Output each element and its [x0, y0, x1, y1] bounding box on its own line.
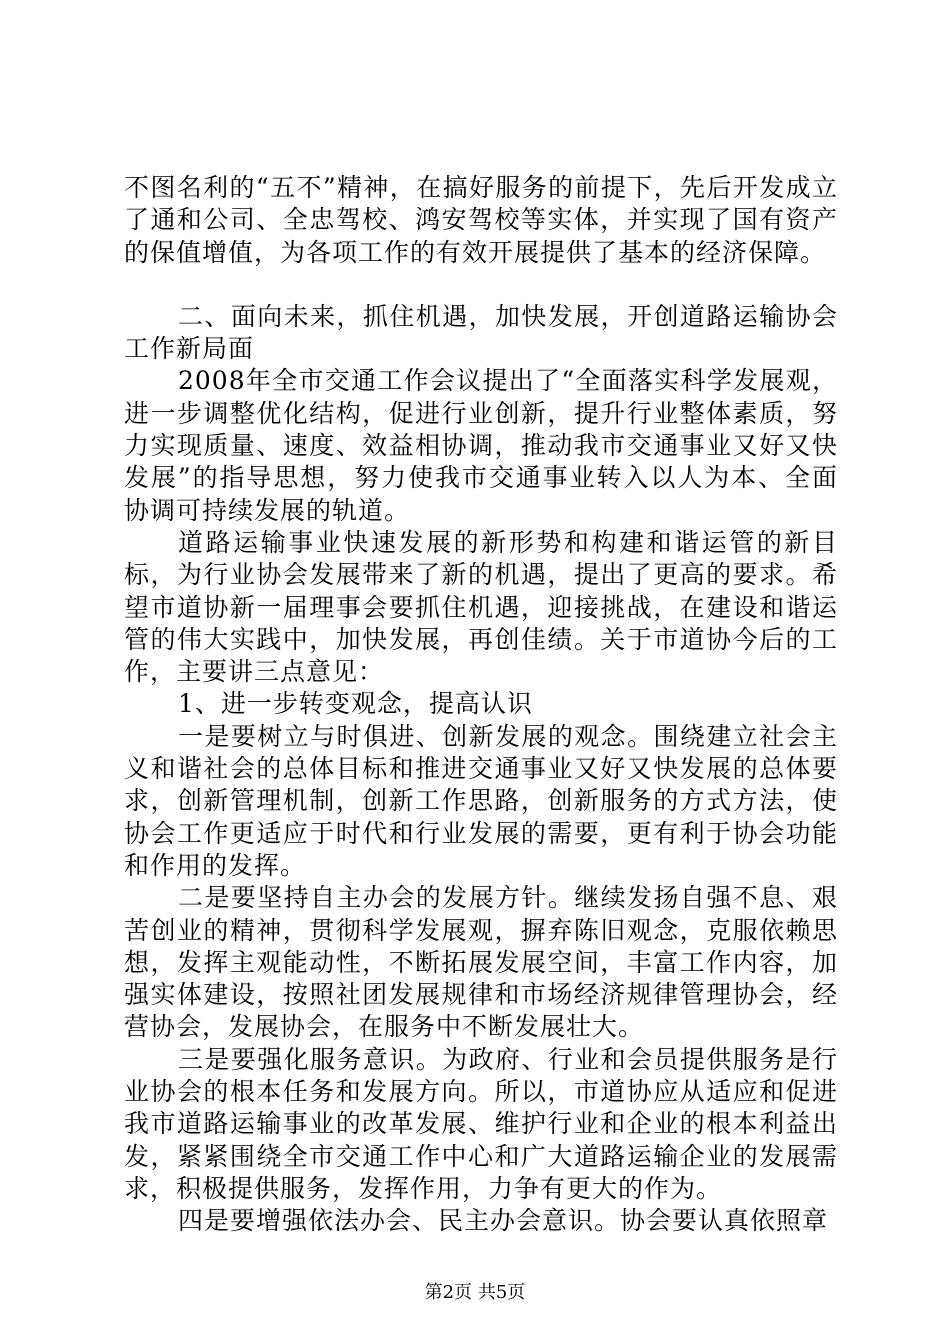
paragraph: 二是要坚持自主办会的发展方针。继续发扬自强不息、艰苦创业的精神，贯彻科学发展观，摒弃陈旧观念，克服依赖思想，发挥主观能动性，不断拓展发展空间，丰富工作内容，加强实体建设，按照社团发展规律和市场经济规律管理协会，经营协会，发展协会，在服务中不断发展壮大。	[124, 883, 838, 1042]
document-body	[124, 172, 838, 1238]
paragraph: 道路运输事业快速发展的新形势和构建和谐运管的新目标，为行业协会发展带来了新的机遇，提出了更高的要求。希望市道协新一届理事会要抓住机遇，迎接挑战，在建设和谐运管的伟大实践中，加快发展，再创佳绩。关于市道协今后的工作，主要讲三点意见：	[124, 527, 838, 687]
paragraph: 四是要增强依法办会、民主办会意识。协会要认真依照章	[178, 1206, 829, 1236]
paragraph: 三是要强化服务意识。为政府、行业和会员提供服务是行业协会的根本任务和发展方向。所以，市道协应从适应和促进我市道路运输事业的改革发展、维护行业和企业的根本利益出发，紧紧围绕全市交通工作中心和广大道路运输企业的发展需求，积极提供服务，发挥作用，力争有更大的作为。	[124, 1044, 838, 1203]
paragraph-continuation: 不图名利的“五不”精神，在搞好服务的前提下，先后开发成立了通和公司、全忠驾校、鸿安驾校等实体，并实现了国有资产的保值增值，为各项工作的有效开展提供了基本的经济保障。	[124, 173, 838, 267]
section-heading: 二、面向未来，抓住机遇，加快发展，开创道路运输协会工作新局面	[124, 301, 838, 364]
page-footer: 第2页 共5页	[424, 1282, 526, 1303]
subsection-heading: 1、进一步转变观念，提高认识	[178, 689, 533, 719]
paragraph: 一是要树立与时俱进、创新发展的观念。围绕建立社会主义和谐社会的总体目标和推进交通事业又好又快发展的总体要求，创新管理机制，创新工作思路，创新服务的方式方法，使协会工作更适应于时代和行业发展的需要，更有利于协会功能和作用的发挥。	[124, 721, 838, 880]
paragraph-spacer	[124, 269, 838, 301]
paragraph: 2008年全市交通工作会议提出了“全面落实科学发展观，进一步调整优化结构，促进行业创新，提升行业整体素质，努力实现质量、速度、效益相协调，推动我市交通事业又好又快发展”的指导思想，努力使我市交通事业转入以人为本、全面协调可持续发展的轨道。	[124, 366, 838, 525]
